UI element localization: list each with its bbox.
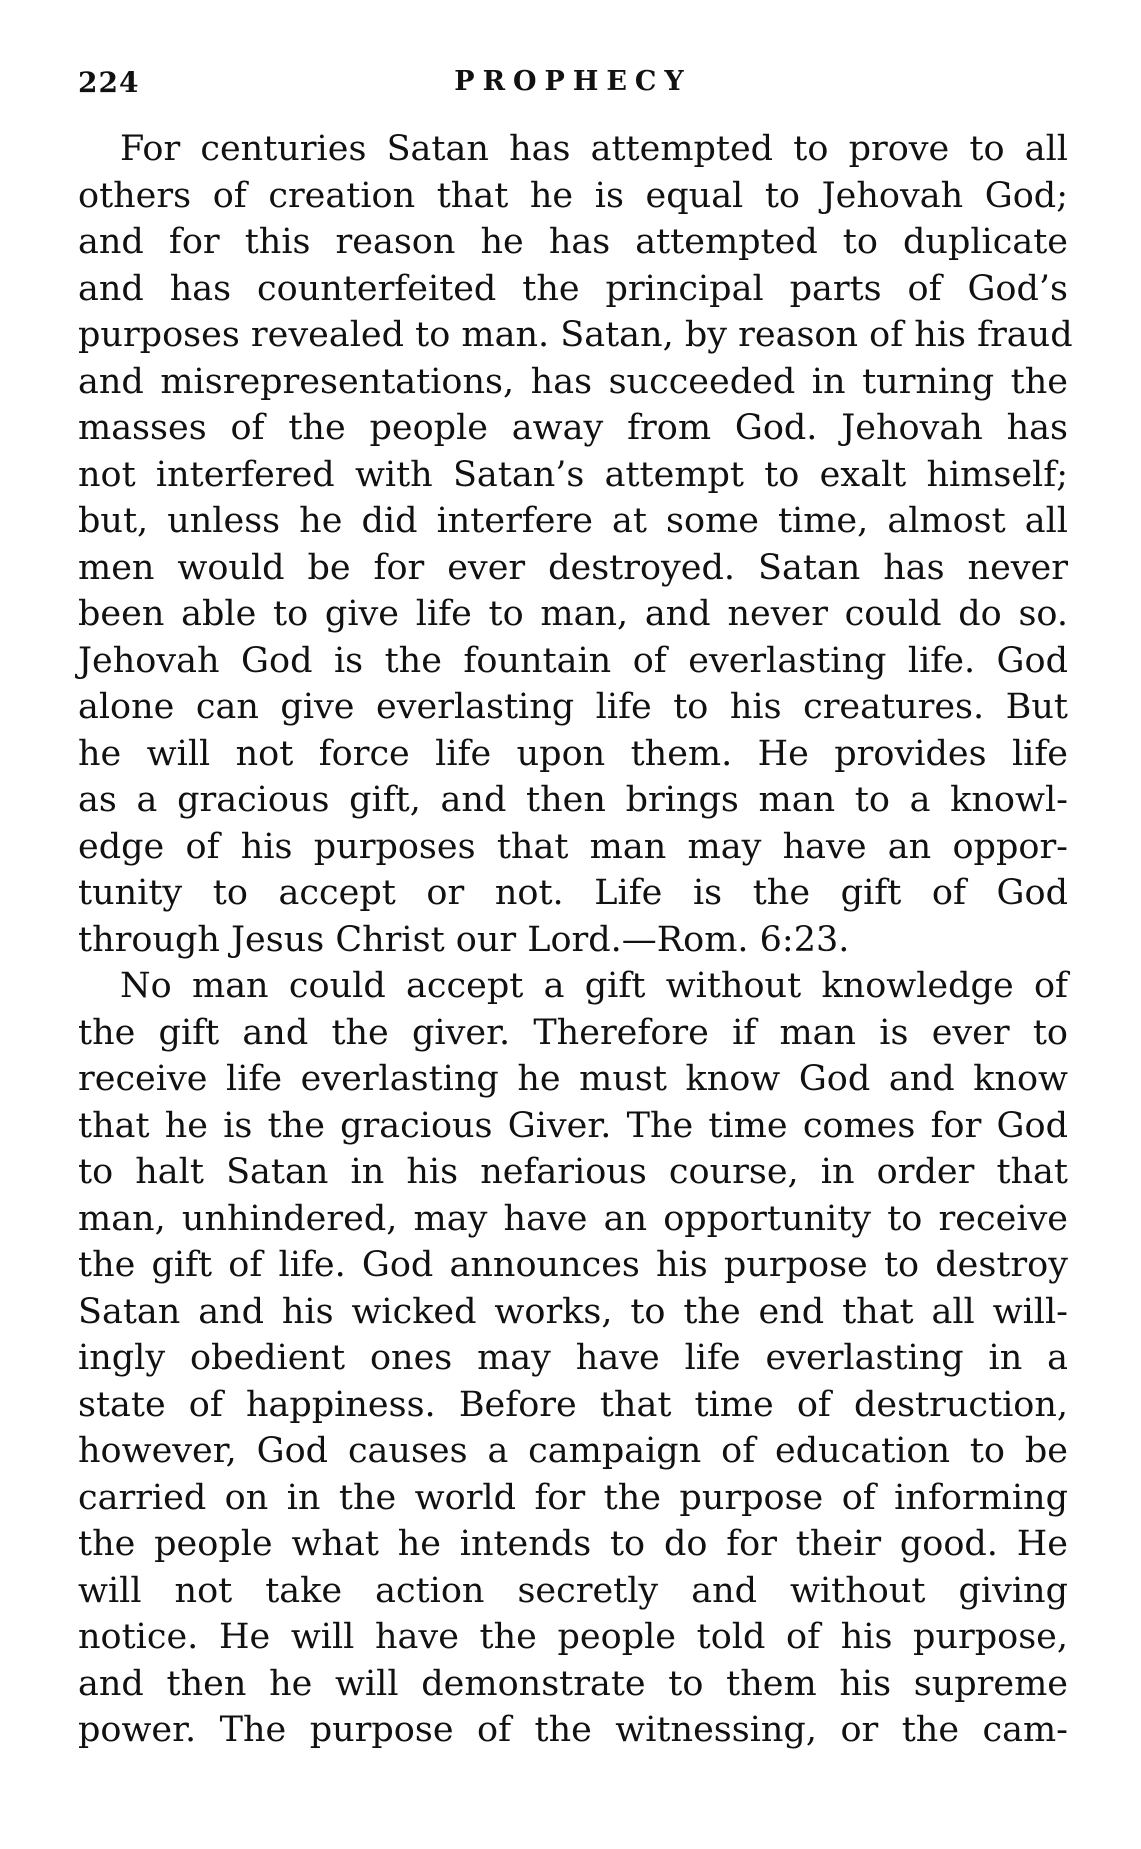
paragraph [78,963,1068,1754]
text-line: carried on in the world for the purpose of informing [78,1477,1068,1518]
page-number: 224 [78,66,140,99]
text-line: receive life everlasting he must know God and know [78,1059,1068,1099]
text-line: masses of the people away from God. Jehovah has [78,408,1068,448]
text-line: and misrepresentations, has succeeded in turning the [78,361,1068,402]
text-line: purposes revealed to man. Satan, by reason of his fraud [78,315,1073,355]
text-line: For centuries Satan has attempted to prove to all [120,129,1068,169]
text-line: men would be for ever destroyed. Satan has never [78,547,1068,588]
text-line: power. The purpose of the witnessing, or the cam- [78,1710,1068,1750]
text-line: the gift and the giver. Therefore if man is ever to [78,1012,1068,1053]
text-line: and for this reason he has attempted to duplicate [78,222,1068,262]
text-line: he will not force life upon them. He provides life [78,733,1068,774]
text-line: No man could accept a gift without knowledge of [120,966,1068,1006]
text-line: but, unless he did interfere at some time, almost all [78,501,1068,541]
text-line: Jehovah God is the fountain of everlasting life. God [78,640,1068,681]
text-line: that he is the gracious Giver. The time comes for God [78,1105,1068,1146]
text-line: tunity to accept or not. Life is the gift of God [78,873,1068,913]
text-line: to halt Satan in his nefarious course, in order that [78,1152,1068,1192]
text-line: not interfered with Satan’s attempt to exalt himself; [78,454,1068,495]
text-line: and has counterfeited the principal parts of God’s [78,268,1068,309]
running-head [78,52,1068,112]
text-line: the people what he intends to do for their good. He [78,1524,1068,1564]
text-line: notice. He will have the people told of his purpose, [78,1617,1068,1657]
text-line: however, God causes a campaign of education to be [78,1431,1068,1471]
text-line: as a gracious gift, and then brings man to a knowl- [78,780,1068,820]
paragraph [78,126,1073,963]
text-line: ingly obedient ones may have life everlasting in a [78,1338,1068,1378]
text-line: state of happiness. Before that time of destruction, [78,1384,1068,1425]
text-line: through Jesus Christ our Lord.—Rom. 6:23. [78,919,850,960]
text-line: been able to give life to man, and never could do so. [78,594,1068,634]
text-line: the gift of life. God announces his purpose to destroy [78,1245,1068,1285]
book-page [78,52,1073,1754]
text-line: others of creation that he is equal to Jehovah God; [78,175,1068,216]
text-line: and then he will demonstrate to them his supreme [78,1663,1068,1704]
text-line: will not take action secretly and without giving [78,1570,1068,1611]
body-text [78,126,1073,1754]
text-line: alone can give everlasting life to his creatures. But [78,687,1068,727]
text-line: edge of his purposes that man may have an oppor- [78,826,1068,867]
text-line: Satan and his wicked works, to the end that all will- [78,1291,1068,1332]
running-title: PROPHECY [454,66,692,97]
text-line: man, unhindered, may have an opportunity to receive [78,1198,1068,1239]
